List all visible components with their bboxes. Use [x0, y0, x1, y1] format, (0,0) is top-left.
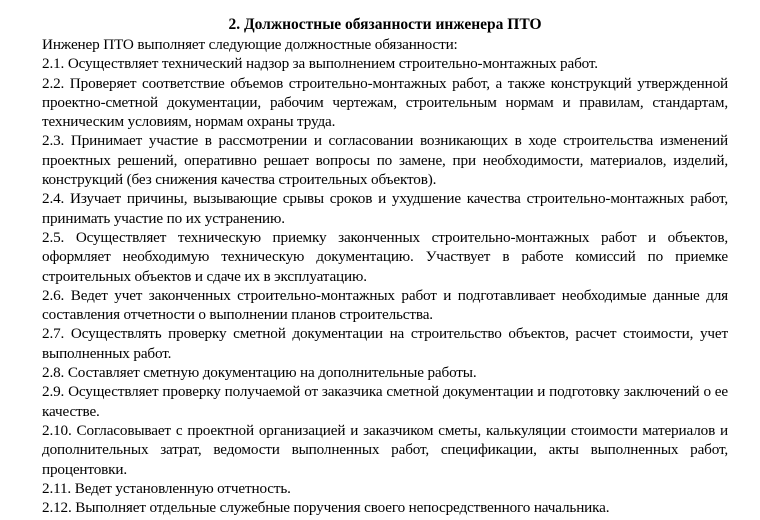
duty-item-2-4: 2.4. Изучает причины, вызывающие срывы сроков и ухудшение качества строительно-монтажных работ, принимать участие по их устранению. — [42, 190, 728, 227]
duty-item-2-6: 2.6. Ведет учет законченных строительно-монтажных работ и подготавливает необходимые данные для составления отчетности о выполнении планов строительства. — [42, 286, 728, 324]
document-page — [42, 15, 728, 517]
duty-item-2-7: 2.7. Осуществлять проверку сметной документации на строительство объектов, расчет стоимости, учет выполненных работ. — [42, 325, 728, 362]
duty-item-2-11: 2.11. Ведет установленную отчетность. — [42, 479, 291, 497]
duty-item-2-10: 2.10. Согласовывает с проектной организацией и заказчиком сметы, калькуляции стоимости материалов и дополнительных затрат, ведомости выполненных работ, спецификации, акты выполненных работ, процентовки. — [42, 421, 728, 478]
duty-item-2-2: 2.2. Проверяет соответствие объемов строительно-монтажных работ, а также конструкций утвержденной проектно-сметной документации, рабочим чертежам, строительным нормам и правилам, стандартам, техническим условиям, нормам охраны труда. — [42, 74, 728, 131]
intro-paragraph: Инженер ПТО выполняет следующие должностные обязанности: — [42, 36, 458, 53]
duty-item-2-3: 2.3. Принимает участие в рассмотрении и согласовании возникающих в ходе строительства изменений проектных решений, оперативно решает вопросы по замене, при необходимости, материалов, изделий, конструкций (без снижения качества строительных объектов). — [42, 132, 728, 189]
duty-item-2-5: 2.5. Осуществляет техническую приемку законченных строительно-монтажных работ и объектов, оформляет необходимую техническую документацию. Участвует в работе комиссий по приемке строительных объектов и сдаче их в эксплуатацию. — [42, 228, 728, 285]
section-title: 2. Должностные обязанности инженера ПТО — [228, 16, 542, 33]
duty-item-2-1: 2.1. Осуществляет технический надзор за выполнением строительно-монтажных работ. — [42, 55, 598, 73]
duty-item-2-12: 2.12. Выполняет отдельные служебные поручения своего непосредственного начальника. — [42, 499, 610, 517]
duty-item-2-8: 2.8. Составляет сметную документацию на дополнительные работы. — [42, 364, 477, 382]
duty-item-2-9: 2.9. Осуществляет проверку получаемой от заказчика сметной документации и подготовку заключений о ее качестве. — [42, 383, 728, 420]
